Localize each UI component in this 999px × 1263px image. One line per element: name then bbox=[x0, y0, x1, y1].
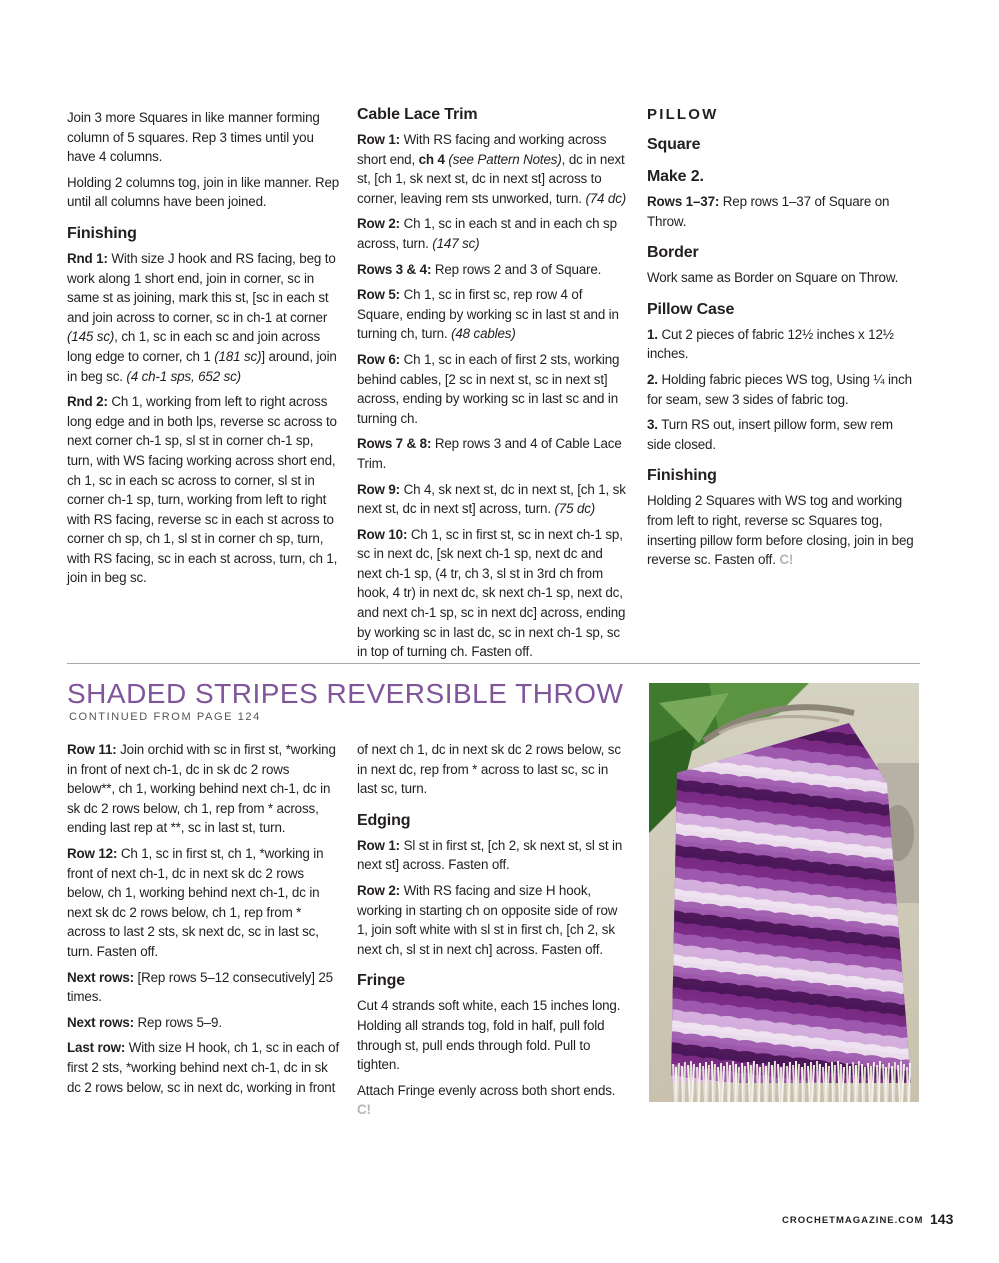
throw-photo bbox=[649, 683, 919, 1102]
throw-last-row-label: Last row: bbox=[67, 1040, 126, 1056]
case-step-2-label: 2. bbox=[647, 371, 658, 387]
trim-row1-text-b: ch 4 bbox=[418, 151, 445, 167]
trim-row10-text: Ch 1, sc in first st, sc in next ch-1 sp, sc in next dc, [sk next ch-1 sp, next dc and next ch-1 sp, (4 tr, ch 3, sl st in 3rd ch from hook, 4 tr) in next dc, sk next ch-1 sp, next dc, and next ch-1 sp, sc in next dc] across, ending by working sc in last dc, sc in next ch-1 sp, sc in top of turning ch. Fasten off. bbox=[357, 526, 626, 660]
attach-fringe-text bbox=[357, 1081, 629, 1120]
rnd1-count-b: (181 sc) bbox=[214, 348, 262, 364]
column-2 bbox=[357, 105, 629, 668]
fringe-text: Cut 4 strands soft white, each 15 inches long. Holding all strands tog, fold in half, pull fold through st, pull ends through fold. Pull to tighten. bbox=[357, 998, 621, 1073]
trim-rows34-label: Rows 3 & 4: bbox=[357, 261, 432, 277]
trim-row1-count: (74 dc) bbox=[585, 190, 627, 206]
edging-row1-label: Row 1: bbox=[357, 837, 400, 853]
rnd1-instruction bbox=[67, 249, 340, 386]
trim-row1-text-a: With RS facing and working across short end, bbox=[357, 132, 607, 167]
case-step-1 bbox=[647, 325, 919, 364]
throw-row12 bbox=[67, 844, 340, 962]
trim-rows78-text: Rep rows 3 and 4 of Cable Lace Trim. bbox=[357, 436, 622, 471]
edging-row1-text: Sl st in first st, [ch 2, sk next st, sl st in next st] across. Fasten off. bbox=[357, 837, 623, 873]
edging-row2-text: With RS facing and size H hook, working in starting ch on opposite side of row 1, join soft white with sl st in first ch, [ch 2, sk next ch, sl st in next ch] across. Fasten off. bbox=[357, 882, 618, 957]
section-divider bbox=[67, 663, 920, 664]
trim-row2-count: (147 sc) bbox=[432, 235, 480, 251]
trim-row1-label: Row 1: bbox=[357, 132, 400, 147]
trim-row2-text: Ch 1, sc in each st and in each ch sp across, turn. bbox=[357, 216, 617, 251]
trim-row2-label: Row 2: bbox=[357, 216, 400, 232]
trim-rows78-label: Rows 7 & 8: bbox=[357, 436, 432, 452]
rnd2-label: Rnd 2: bbox=[67, 394, 108, 410]
column-5 bbox=[357, 740, 629, 1126]
column-4 bbox=[67, 740, 340, 1103]
trim-row5-count: (48 cables) bbox=[451, 326, 516, 342]
trim-row9-label: Row 9: bbox=[357, 481, 400, 497]
border-heading: Border bbox=[647, 244, 699, 262]
trim-row1-note: (see Pattern Notes) bbox=[448, 151, 562, 167]
edging-heading: Edging bbox=[357, 811, 411, 829]
throw-next-rows-2-text: Rep rows 5–9. bbox=[133, 1014, 222, 1030]
rnd1-text-c: , ch 1, sc in each sc and join across long edge to corner, ch 1 bbox=[67, 329, 321, 364]
trim-row1 bbox=[357, 130, 629, 208]
border-text: Work same as Border on Square on Throw. bbox=[647, 270, 899, 286]
trim-row6-text: Ch 1, sc in each of first 2 sts, working behind cables, [2 sc in next st, sc in next st] across, ending by working sc in last sc and in turning ch. bbox=[357, 351, 620, 426]
end-mark-logo: C! bbox=[779, 552, 794, 568]
trim-rows78 bbox=[357, 434, 629, 473]
case-step-2-text: Holding fabric pieces WS tog, Using ¼ inch for seam, sew 3 sides of fabric tog. bbox=[647, 371, 912, 407]
case-step-3-text: Turn RS out, insert pillow form, sew rem side closed. bbox=[647, 417, 893, 452]
pillow-finishing-text bbox=[647, 491, 919, 569]
trim-row10-label: Row 10: bbox=[357, 526, 408, 542]
rnd1-text-a: With size J hook and RS facing, beg to work along 1 short end, join in corner, sc in same st as joining, mark this st, [sc in each st and join across to corner, sc in ch-1 at corner bbox=[67, 250, 336, 325]
trim-rows34 bbox=[357, 260, 629, 280]
pillow-rows-label: Rows 1–37: bbox=[647, 194, 720, 209]
edging-row2 bbox=[357, 881, 629, 959]
edging-row2-label: Row 2: bbox=[357, 882, 400, 898]
throw-row12-label: Row 12: bbox=[67, 845, 118, 861]
throw-row11-text: Join orchid with sc in first st, *working in front of next ch-1, dc in sk dc 2 rows below**, ch 1, working behind next ch-1, dc in sk dc 2 rows below, ch 1, rep from * across, ending last rep at **, sc in last st, turn. bbox=[67, 742, 336, 836]
case-step-3-label: 3. bbox=[647, 417, 658, 433]
trim-row5-label: Row 5: bbox=[357, 287, 400, 303]
rnd1-count-c: (4 ch-1 sps, 652 sc) bbox=[126, 368, 241, 384]
footer-website: CROCHETMAGAZINE.COM bbox=[782, 1215, 924, 1226]
rnd1-text-e: ] around, join in beg sc. bbox=[67, 348, 337, 384]
finishing-heading: Finishing bbox=[67, 224, 137, 242]
throw-row11 bbox=[67, 740, 340, 838]
attach-fringe-body: Attach Fringe evenly across both short ends. bbox=[357, 1082, 616, 1098]
trim-row6 bbox=[357, 350, 629, 428]
case-step-1-text: Cut 2 pieces of fabric 12½ inches x 12½ inches. bbox=[647, 326, 894, 362]
end-mark-logo: C! bbox=[357, 1102, 371, 1118]
rnd2-instruction bbox=[67, 392, 340, 588]
rnd1-label: Rnd 1: bbox=[67, 250, 108, 266]
trim-row6-label: Row 6: bbox=[357, 351, 400, 367]
join-columns-paragraph: Holding 2 columns tog, join in like manner. Rep until all columns have been joined. bbox=[67, 174, 340, 210]
trim-row5-text: Ch 1, sc in first sc, rep row 4 of Square, ending by working sc in last st and in turning ch, turn. bbox=[357, 287, 619, 342]
square-heading: Square bbox=[647, 136, 701, 153]
trim-row10 bbox=[357, 525, 629, 662]
trim-row9-count: (75 dc) bbox=[554, 501, 596, 517]
section-subtitle: CONTINUED FROM PAGE 124 bbox=[69, 711, 261, 723]
column-3 bbox=[647, 105, 919, 576]
throw-photo-illustration bbox=[649, 683, 919, 1102]
trim-row5 bbox=[357, 285, 629, 344]
throw-next-rows-2-label: Next rows: bbox=[67, 1014, 134, 1030]
pillow-title: PILLOW bbox=[647, 106, 719, 123]
pillow-finishing-body: Holding 2 Squares with WS tog and working from left to right, reverse sc Squares tog, inserting pillow form before closing, join in beg reverse sc. Fasten off. bbox=[647, 493, 914, 568]
rnd2-text: Ch 1, working from left to right across long edge and in both lps, reverse sc across to next corner ch-1 sp, sl st in corner ch-1 sp, turn, with WS facing working across short end, ch 1, sc in each sc across to corner, sl st in corner ch-1 sp, turn, working from left to right with RS facing, reverse sc in each st across to corner ch sp, ch 1, sl st in corner ch sp, turn, with RS facing, sc in each st across, turn, ch 1, join in beg sc. bbox=[67, 394, 338, 586]
case-step-2 bbox=[647, 370, 919, 409]
throw-next-rows-2 bbox=[67, 1013, 340, 1033]
last-row-continued: of next ch 1, dc in next sk dc 2 rows below, sc in next dc, rep from * across to last sc, sc in last sc, turn. bbox=[357, 742, 621, 797]
column-1 bbox=[67, 108, 340, 594]
trim-row1-text-e: , dc in next st, [ch 1, sk next st, dc in next st] across to corner, leaving rem sts unworked, turn. bbox=[357, 151, 625, 206]
throw-last-row bbox=[67, 1038, 340, 1097]
join-squares-paragraph: Join 3 more Squares in like manner forming column of 5 squares. Rep 3 times until you have 4 columns. bbox=[67, 110, 320, 165]
edging-row1 bbox=[357, 836, 629, 875]
make-heading: Make 2. bbox=[647, 168, 704, 185]
case-step-3 bbox=[647, 415, 919, 454]
throw-row12-text: Ch 1, sc in first st, ch 1, *working in front of next ch-1, dc in next sk dc 2 rows below, ch 1, working behind next ch-1, dc in next sk dc 2 rows below, ch 1, rep from * across to last 2 sts, sk next dc, sc in last sc, turn. Fasten off. bbox=[67, 845, 324, 959]
pillow-rows bbox=[647, 192, 919, 231]
throw-last-row-text: With size H hook, ch 1, sc in each of first 2 sts, *working behind next ch-1, dc in sk dc 2 rows below, sc in next dc, working in front bbox=[67, 1040, 340, 1095]
trim-row9 bbox=[357, 480, 629, 519]
cable-lace-trim-heading: Cable Lace Trim bbox=[357, 106, 478, 123]
case-step-1-label: 1. bbox=[647, 326, 658, 342]
throw-next-rows-text: [Rep rows 5–12 consecutively] 25 times. bbox=[67, 969, 333, 1005]
rnd1-count-a: (145 sc) bbox=[67, 329, 115, 345]
trim-row2 bbox=[357, 214, 629, 253]
pillow-rows-text: Rep rows 1–37 of Square on Throw. bbox=[647, 194, 890, 229]
pillow-finishing-heading: Finishing bbox=[647, 467, 717, 485]
throw-row11-label: Row 11: bbox=[67, 742, 117, 757]
section-title: SHADED STRIPES REVERSIBLE THROW bbox=[67, 678, 624, 709]
trim-row9-text: Ch 4, sk next st, dc in next st, [ch 1, sk next st, dc in next st] across, turn. bbox=[357, 481, 626, 517]
pillow-case-heading: Pillow Case bbox=[647, 300, 735, 318]
trim-rows34-text: Rep rows 2 and 3 of Square. bbox=[431, 261, 602, 277]
fringe-heading: Fringe bbox=[357, 972, 405, 990]
page-number: 143 bbox=[930, 1211, 954, 1227]
throw-next-rows-label: Next rows: bbox=[67, 969, 134, 985]
throw-next-rows bbox=[67, 968, 340, 1007]
